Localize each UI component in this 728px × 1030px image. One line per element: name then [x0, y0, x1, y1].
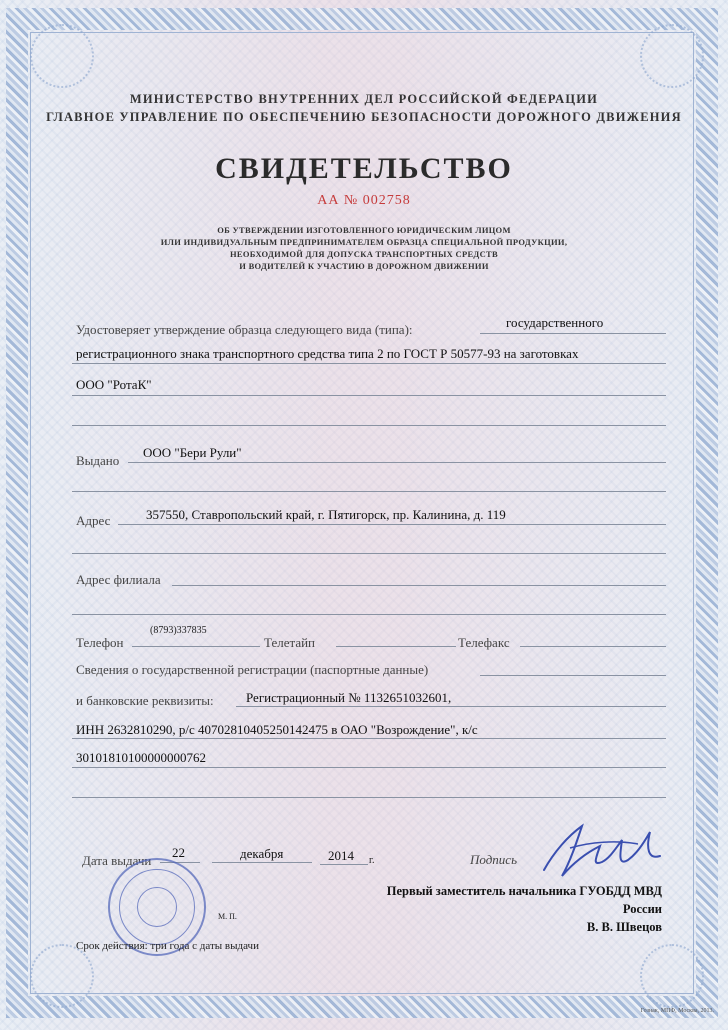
- document-title: СВИДЕТЕЛЬСТВО: [215, 152, 513, 185]
- corner-ornament: [30, 944, 94, 1008]
- field-line: [128, 462, 666, 463]
- signature-scribble: [530, 818, 670, 884]
- field-line: [72, 738, 666, 739]
- issue-date-label: Дата выдачи: [82, 853, 152, 868]
- field-line: [320, 864, 368, 865]
- issued-label: Выдано: [76, 453, 120, 468]
- ministry-header: МИНИСТЕРСТВО ВНУТРЕННИХ ДЕЛ РОССИЙСКОЙ ФЕДЕРАЦИИ: [129, 92, 599, 106]
- field-line: [72, 553, 666, 554]
- subtitle-line: И ВОДИТЕЛЕЙ К УЧАСТИЮ В ДОРОЖНОМ ДВИЖЕНИИ: [239, 261, 489, 271]
- field-line: [118, 524, 666, 525]
- phone-label: Телефон: [76, 635, 124, 650]
- issue-month: декабря: [240, 846, 284, 861]
- year-suffix: г.: [369, 855, 375, 866]
- field-line: [480, 675, 666, 676]
- field-line: [236, 706, 666, 707]
- issued-value: ООО "Бери Рули": [143, 445, 242, 460]
- address-label: Адрес: [76, 513, 111, 528]
- issue-day: 22: [172, 845, 185, 860]
- field-line: [72, 363, 666, 364]
- field-line: [72, 425, 666, 426]
- registration-value: 30101810100000000762: [76, 750, 206, 765]
- signer-position: Первый заместитель начальника ГУОБДД МВД: [386, 884, 662, 898]
- field-line: [72, 767, 666, 768]
- field-line: [212, 862, 312, 863]
- teletype-label: Телетайп: [264, 635, 315, 650]
- signer-position-country: России: [622, 902, 662, 916]
- fax-label: Телефакс: [458, 635, 510, 650]
- field-line: [172, 585, 666, 586]
- field-line: [132, 646, 260, 647]
- registration-label: Сведения о государственной регистрации (паспортные данные): [76, 662, 429, 677]
- field-line: [520, 646, 666, 647]
- signature-label: Подпись: [470, 852, 517, 867]
- subtitle-line: НЕОБХОДИМОЙ ДЛЯ ДОПУСКА ТРАНСПОРТНЫХ СРЕДСТВ: [230, 249, 498, 259]
- printer-imprint: Гознак, МПФ, Москва, 2013.: [640, 1008, 714, 1014]
- approval-value: регистрационного знака транспортного средства типа 2 по ГОСТ Р 50577-93 на заготовках: [76, 346, 579, 361]
- address-value: 357550, Ставропольский край, г. Пятигорск, пр. Калинина, д. 119: [146, 507, 506, 522]
- field-line: [72, 797, 666, 798]
- bank-details-label: и банковские реквизиты:: [76, 693, 214, 708]
- certificate-number: АА № 002758: [317, 193, 411, 208]
- approval-value: ООО "РотаК": [76, 377, 152, 392]
- issue-year: 2014: [328, 848, 354, 863]
- subtitle-line: ОБ УТВЕРЖДЕНИИ ИЗГОТОВЛЕННОГО ЮРИДИЧЕСКИМ ЛИЦОМ: [217, 225, 511, 235]
- validity-note: Срок действия: три года с даты выдачи: [76, 940, 259, 952]
- field-line: [72, 395, 666, 396]
- field-line: [480, 333, 666, 334]
- field-line: [72, 614, 666, 615]
- stamp-place-label: М. П.: [218, 912, 237, 921]
- field-line: [336, 646, 456, 647]
- registration-value: Регистрационный № 1132651032601,: [246, 690, 452, 705]
- signer-name: В. В. Швецов: [586, 920, 662, 934]
- approval-label: Удостоверяет утверждение образца следующего вида (типа):: [76, 322, 413, 337]
- corner-ornament: [640, 24, 704, 88]
- department-header: ГЛАВНОЕ УПРАВЛЕНИЕ ПО ОБЕСПЕЧЕНИЮ БЕЗОПАСНОСТИ ДОРОЖНОГО ДВИЖЕНИЯ: [46, 110, 682, 124]
- subtitle-line: ИЛИ ИНДИВИДУАЛЬНЫМ ПРЕДПРИНИМАТЕЛЕМ ОБРАЗЦА СПЕЦИАЛЬНОЙ ПРОДУКЦИИ,: [160, 237, 568, 247]
- registration-value: ИНН 2632810290, р/с 40702810405250142475 в ОАО "Возрождение", к/с: [76, 722, 478, 737]
- corner-ornament: [640, 944, 704, 1008]
- phone-value: (8793)337835: [150, 625, 207, 636]
- field-line: [72, 491, 666, 492]
- approval-value: государственного: [506, 315, 604, 330]
- branch-address-label: Адрес филиала: [76, 572, 161, 587]
- corner-ornament: [30, 24, 94, 88]
